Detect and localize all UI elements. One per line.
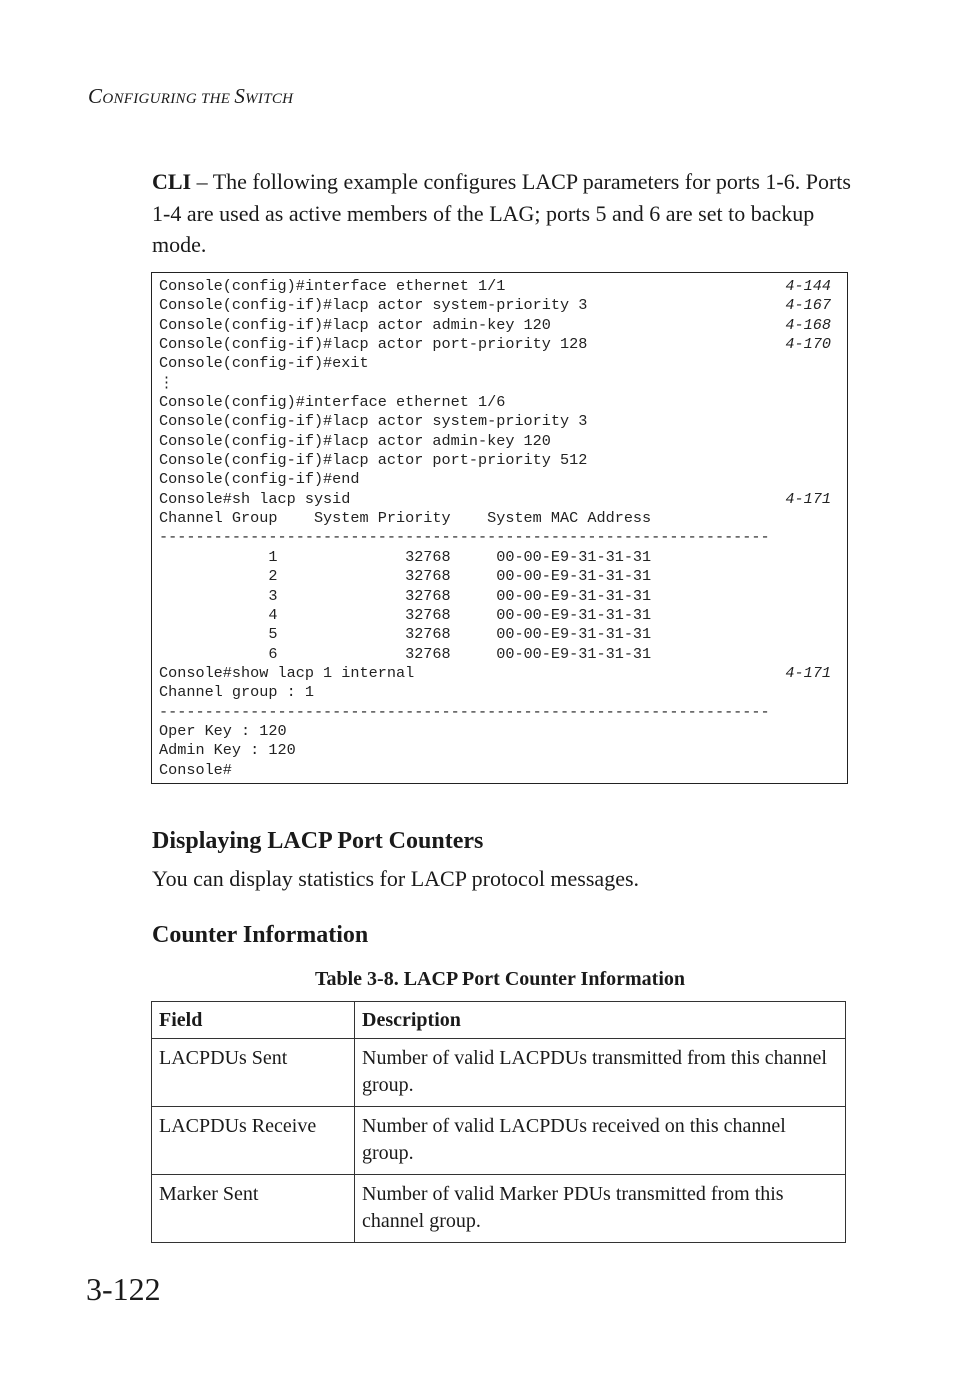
header-initial-s: S (234, 84, 246, 108)
section-heading-counter-info: Counter Information (152, 922, 369, 948)
code-line: Console#show lacp 1 internal (159, 663, 415, 682)
code-line: Console(config-if)#lacp actor port-priority 512 (159, 451, 588, 470)
field-cell: LACPDUs Receive (152, 1107, 355, 1175)
code-line: Channel group : 1 (159, 683, 314, 702)
code-line: 1 32768 00-00-E9-31-31-31 (159, 547, 652, 566)
table-row (152, 1107, 846, 1175)
code-page-ref: 4-167 (785, 296, 831, 315)
code-line: 6 32768 00-00-E9-31-31-31 (159, 644, 652, 663)
table-header-row (152, 1002, 846, 1039)
table-row (152, 1175, 846, 1243)
code-line: ⋮ (159, 373, 175, 392)
intro-cli-label: CLI (152, 169, 192, 194)
header-initial-c: C (88, 84, 103, 108)
code-line: ------------------------------------------------------------------- (159, 528, 770, 547)
description-cell: Number of valid LACPDUs transmitted from this channel group. (355, 1039, 846, 1107)
code-line: Console(config)#interface ethernet 1/6 (159, 393, 506, 412)
running-header (88, 84, 293, 109)
code-line: 5 32768 00-00-E9-31-31-31 (159, 625, 652, 644)
page-number: 3-122 (86, 1271, 161, 1307)
header-field: Field (152, 1002, 355, 1039)
header-description: Description (355, 1002, 846, 1039)
code-line: Console(config-if)#lacp actor port-priority 128 (159, 335, 588, 354)
intro-paragraph (152, 166, 852, 261)
cli-example-box (151, 272, 848, 784)
code-line: Console(config-if)#end (159, 470, 360, 489)
code-line: 3 32768 00-00-E9-31-31-31 (159, 586, 652, 605)
code-page-ref: 4-168 (785, 315, 831, 334)
code-page-ref: 4-144 (785, 277, 831, 295)
table-row (152, 1039, 846, 1107)
code-line: Console# (159, 760, 232, 779)
cli-command-lines (159, 277, 770, 780)
code-line: Console#sh lacp sysid (159, 489, 351, 508)
section-paragraph: You can display statistics for LACP protocol messages. (152, 866, 640, 891)
code-line: 4 32768 00-00-E9-31-31-31 (159, 605, 652, 624)
header-smallcaps-2: WITCH (245, 91, 294, 107)
description-cell: Number of valid LACPDUs received on this channel group. (355, 1107, 846, 1175)
code-line: Console(config-if)#lacp actor admin-key 120 (159, 431, 551, 450)
code-line: Console(config-if)#exit (159, 354, 369, 373)
code-page-ref: 4-171 (785, 489, 831, 508)
code-page-ref: 4-170 (785, 335, 831, 354)
header-smallcaps-1: ONFIGURING THE (102, 91, 235, 107)
intro-text: – The following example configures LACP parameters for ports 1-6. Ports 1-4 are used as active members of the LAG; ports 5 and 6 are set to backup mode. (152, 169, 851, 257)
code-line: Console(config-if)#lacp actor admin-key 120 (159, 315, 551, 334)
code-line: Channel Group System Priority System MAC Address (159, 509, 652, 528)
code-line: Oper Key : 120 (159, 721, 287, 740)
field-cell: Marker Sent (152, 1175, 355, 1243)
code-page-ref: 4-171 (785, 663, 831, 682)
field-cell: LACPDUs Sent (152, 1039, 355, 1107)
code-line: Console(config-if)#lacp actor system-priority 3 (159, 412, 588, 431)
description-cell: Number of valid Marker PDUs transmitted from this channel group. (355, 1175, 846, 1243)
code-line: ------------------------------------------------------------------- (159, 702, 770, 721)
code-line: Console(config)#interface ethernet 1/1 (159, 277, 506, 295)
code-line: 2 32768 00-00-E9-31-31-31 (159, 567, 652, 586)
code-line: Console(config-if)#lacp actor system-priority 3 (159, 296, 588, 315)
code-line: Admin Key : 120 (159, 741, 296, 760)
table-caption: Table 3-8. LACP Port Counter Information (315, 968, 685, 990)
lacp-counter-table (151, 1001, 846, 1243)
cli-page-references (785, 277, 831, 761)
section-heading-lacp-counters: Displaying LACP Port Counters (152, 828, 484, 854)
